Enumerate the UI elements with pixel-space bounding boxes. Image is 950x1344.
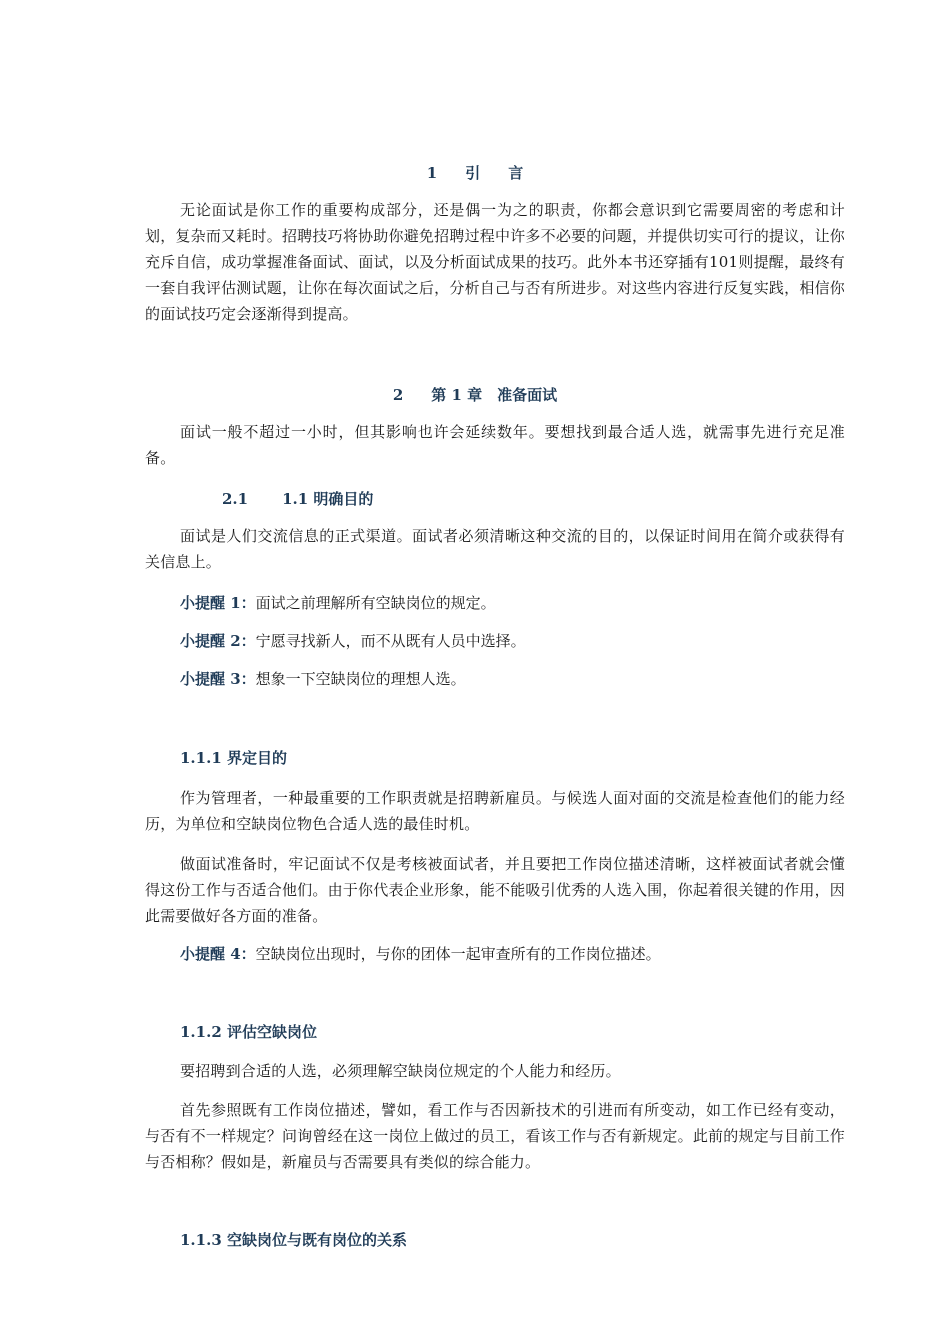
section-2-1-title: 1.1 明确目的 [282, 490, 374, 508]
tip-1-text: 面试之前理解所有空缺岗位的规定。 [255, 594, 496, 612]
tip-1-label: 小提醒 1： [180, 594, 256, 612]
section-1-number: 1 [426, 164, 438, 182]
intro-paragraph: 无论面试是你工作的重要构成部分，还是偶一为之的职责，你都会意识到它需要周密的考虑和计划，复杂而又耗时。招聘技巧将协助你避免招聘过程中许多不必要的问题，并提供切实可行的提议，让你充斥自信，成功掌握准备面试、面试，以及分析面试成果的技巧。此外本书还穿插有101则提醒，最终有一套自我评估测试题，让你在每次面试之后，分析自己与否有所进步。对这些内容进行反复实践，相信你的面试技巧定会逐渐得到提高。 [145, 201, 845, 323]
tip-4-text: 空缺岗位出现时，与你的团体一起审查所有的工作岗位描述。 [255, 945, 661, 963]
evaluate-vacancy-paragraph-1: 要招聘到合适的人选，必须理解空缺岗位规定的个人能力和经历。 [180, 1062, 621, 1080]
section-2-1-number: 2.1 [222, 490, 249, 508]
tip-3 [180, 666, 466, 692]
define-purpose-paragraph-1: 作为管理者，一种最重要的工作职责就是招聘新雇员。与候选人面对面的交流是检查他们的能力经历，为单位和空缺岗位物色合适人选的最佳时机。 [145, 789, 845, 833]
section-1-1-3-heading: 1.1.3 空缺岗位与既有岗位的关系 [180, 1231, 407, 1249]
tip-4 [180, 941, 661, 967]
section-1-title-b: 言 [508, 164, 524, 182]
section-1-1-2-heading: 1.1.2 评估空缺岗位 [180, 1023, 317, 1041]
section-1-1-1-heading: 1.1.1 界定目的 [180, 749, 287, 767]
section-2-number: 2 [392, 386, 404, 404]
section-1-heading [0, 162, 950, 183]
tip-3-text: 想象一下空缺岗位的理想人选。 [255, 670, 466, 688]
define-purpose-paragraph-2: 做面试准备时，牢记面试不仅是考核被面试者，并且要把工作岗位描述清晰，这样被面试者就会懂得这份工作与否适合他们。由于你代表企业形象，能不能吸引优秀的人选入围，你起着很关键的作用，因此需要做好各方面的准备。 [145, 855, 845, 925]
tip-2 [180, 628, 526, 654]
section-2-heading [0, 384, 950, 405]
tip-3-label: 小提醒 3： [180, 670, 256, 688]
evaluate-vacancy-paragraph-2: 首先参照既有工作岗位描述，譬如，看工作与否因新技术的引进而有所变动，如工作已经有变动，与否有不一样规定？问询曾经在这一岗位上做过的员工，看该工作与否有新规定。此前的规定与目前工作与否相称？假如是，新雇员与否需要具有类似的综合能力。 [145, 1101, 845, 1171]
tip-4-label: 小提醒 4： [180, 945, 256, 963]
chapter-1-paragraph: 面试一般不超过一小时，但其影响也许会延续数年。要想找到最合适人选，就需事先进行充足准备。 [145, 423, 845, 467]
tip-2-label: 小提醒 2： [180, 632, 256, 650]
section-2-1-heading [222, 488, 373, 509]
clear-purpose-paragraph: 面试是人们交流信息的正式渠道。面试者必须清晰这种交流的目的，以保证时间用在简介或获得有关信息上。 [145, 527, 845, 571]
tip-2-text: 宁愿寻找新人，而不从既有人员中选择。 [255, 632, 526, 650]
section-2-title: 第 1 章 准备面试 [431, 386, 558, 404]
tip-1 [180, 590, 496, 616]
section-1-title-a: 引 [465, 164, 481, 182]
